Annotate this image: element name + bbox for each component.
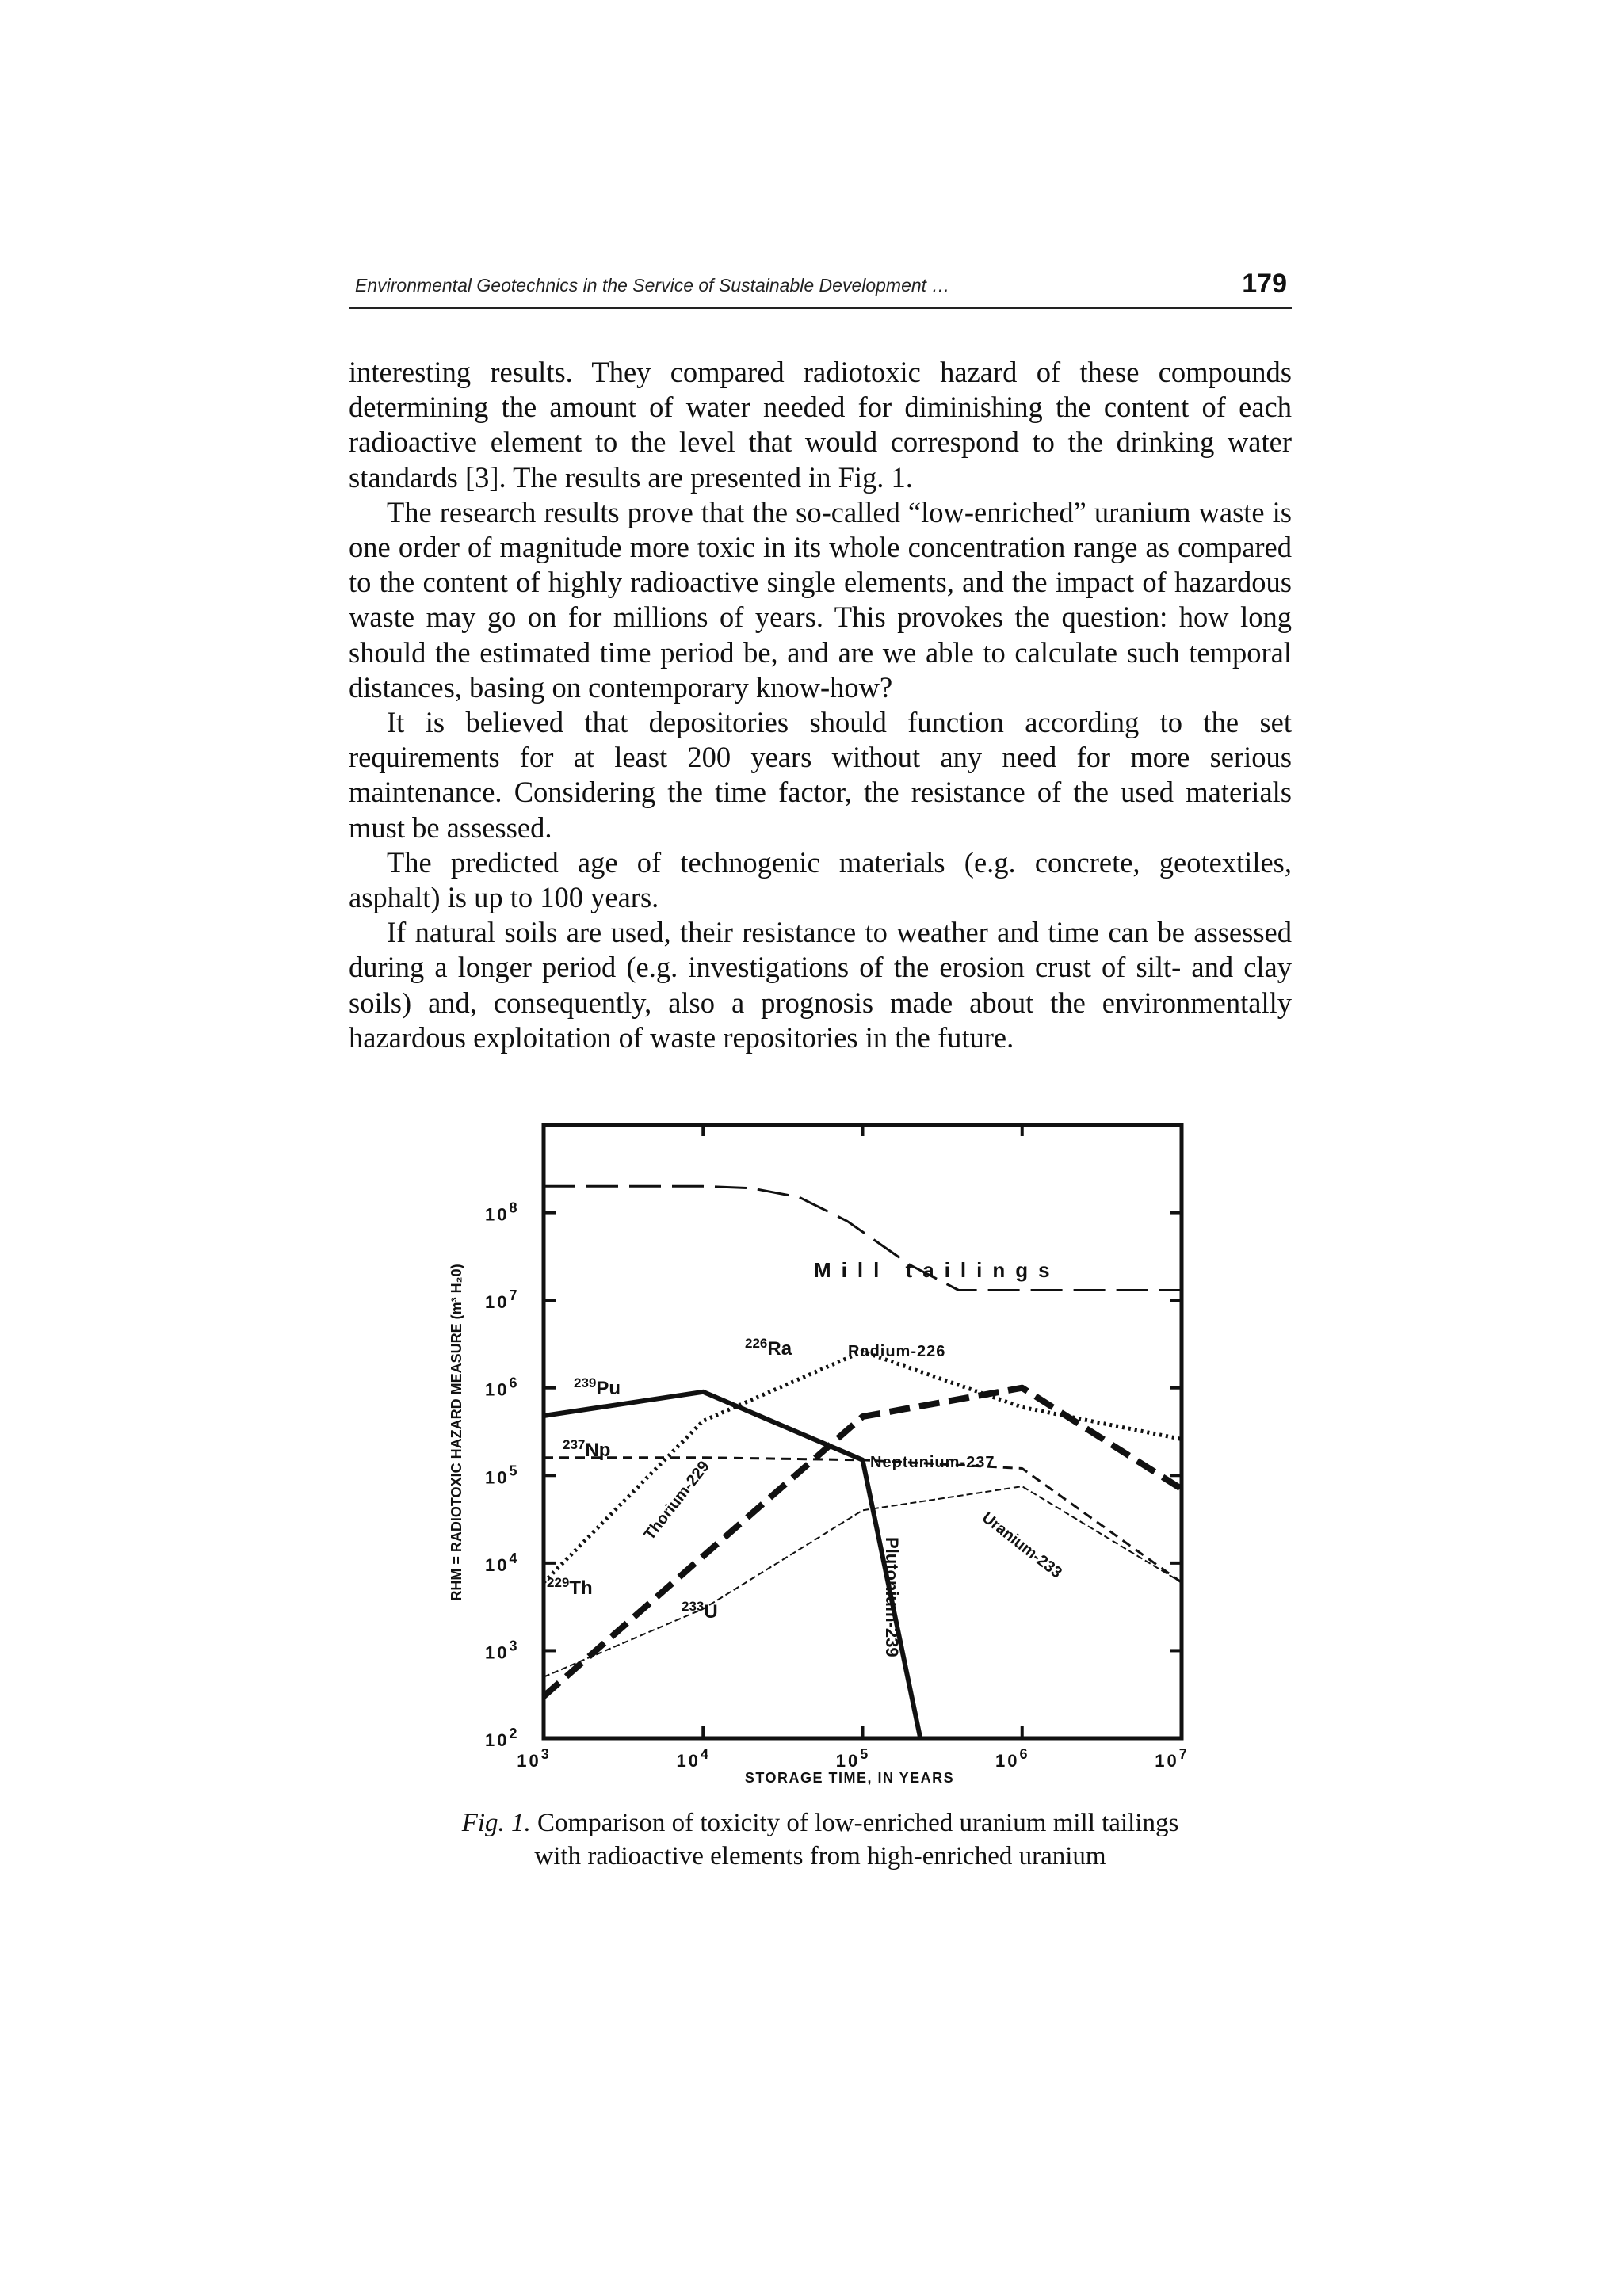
annotation-label: $^{233}$U (682, 1599, 718, 1623)
annotation-label: $^{239}$Pu (574, 1375, 621, 1399)
x-tick-label: $10^3$ (517, 1746, 552, 1771)
page-number: 179 (1242, 269, 1287, 299)
running-title: Environmental Geotechnics in the Service of Sustainable Development … (355, 275, 950, 296)
paragraph: It is believed that depositories should function according to the set requirements for at least 200 years without any need for more serious maintenance. Considering the time factor, the resistance of the used materials must be assessed. (349, 706, 1292, 844)
y-tick-label: $10^5$ (485, 1463, 520, 1488)
caption-line-1 (349, 1806, 1292, 1840)
annotation-label: Mill tailings (814, 1258, 1060, 1282)
paragraph: If natural soils are used, their resistance to weather and time can be assessed during a longer period (e.g. investigations of the erosion crust of silt- and clay soils) and, consequently, also a prognosis made about the environmentally hazardous exploitation of waste repositories in the future. (349, 916, 1292, 1054)
series-line-neptunium-237 (544, 1458, 1182, 1583)
y-tick-label: $10^8$ (485, 1199, 520, 1225)
y-tick-label: $10^4$ (485, 1550, 520, 1575)
caption-line-2: with radioactive elements from high-enriched uranium (534, 1842, 1106, 1871)
annotation-label: Neptunium-237 (870, 1454, 995, 1471)
annotation-label: $^{237}$Np (563, 1437, 611, 1461)
paragraph: The research results prove that the so-called “low-enriched” uranium waste is one order of magnitude more toxic in its whole concentration range as compared to the content of highly radioactive single elements, and the impact of hazardous waste may go on for millions of years. This provokes the question: how long should the estimated time period be, and are we able to calculate such temporal distances, basing on contemporary know-how? (349, 495, 1292, 704)
y-tick-label: $10^6$ (485, 1375, 520, 1400)
x-tick-label: $10^5$ (835, 1746, 871, 1771)
annotation-label: Uranium-233 (978, 1508, 1065, 1582)
y-tick-label: $10^7$ (485, 1287, 520, 1313)
y-axis-label: RHM = RADIOTOXIC HAZARD MEASURE (m³ H₂0) (449, 1264, 464, 1601)
annotation-label: Plutonium-239 (882, 1537, 902, 1657)
annotation-label: $^{229}$Th (547, 1575, 593, 1599)
paragraph: The predicted age of technogenic materials (e.g. concrete, geotextiles, asphalt) is up to 100 years. (349, 845, 1292, 914)
annotation-label: Radium-226 (848, 1343, 946, 1360)
series-line-thorium-229 (544, 1388, 1182, 1697)
paragraph: interesting results. They compared radiotoxic hazard of these compounds determining the amount of water needed for diminishing the content of each radioactive element to the level that would correspond to the drinking water standards [3]. The results are presented in Fig. 1. (349, 356, 1292, 494)
annotation-label: Thorium-229 (640, 1457, 713, 1544)
figure-caption (349, 1806, 1292, 1873)
x-axis-label: STORAGE TIME, IN YEARS (744, 1770, 955, 1786)
annotation-label: $^{226}$Ra (745, 1336, 792, 1360)
x-tick-label: $10^7$ (1155, 1746, 1190, 1771)
caption-text-1: Comparison of toxicity of low-enriched uranium mill tailings (530, 1809, 1179, 1837)
y-tick-label: $10^3$ (485, 1638, 520, 1663)
figure-label: Fig. 1. (461, 1809, 531, 1837)
y-tick-label: $10^2$ (485, 1726, 520, 1750)
x-tick-label: $10^6$ (995, 1746, 1030, 1771)
x-tick-label: $10^4$ (676, 1746, 711, 1771)
